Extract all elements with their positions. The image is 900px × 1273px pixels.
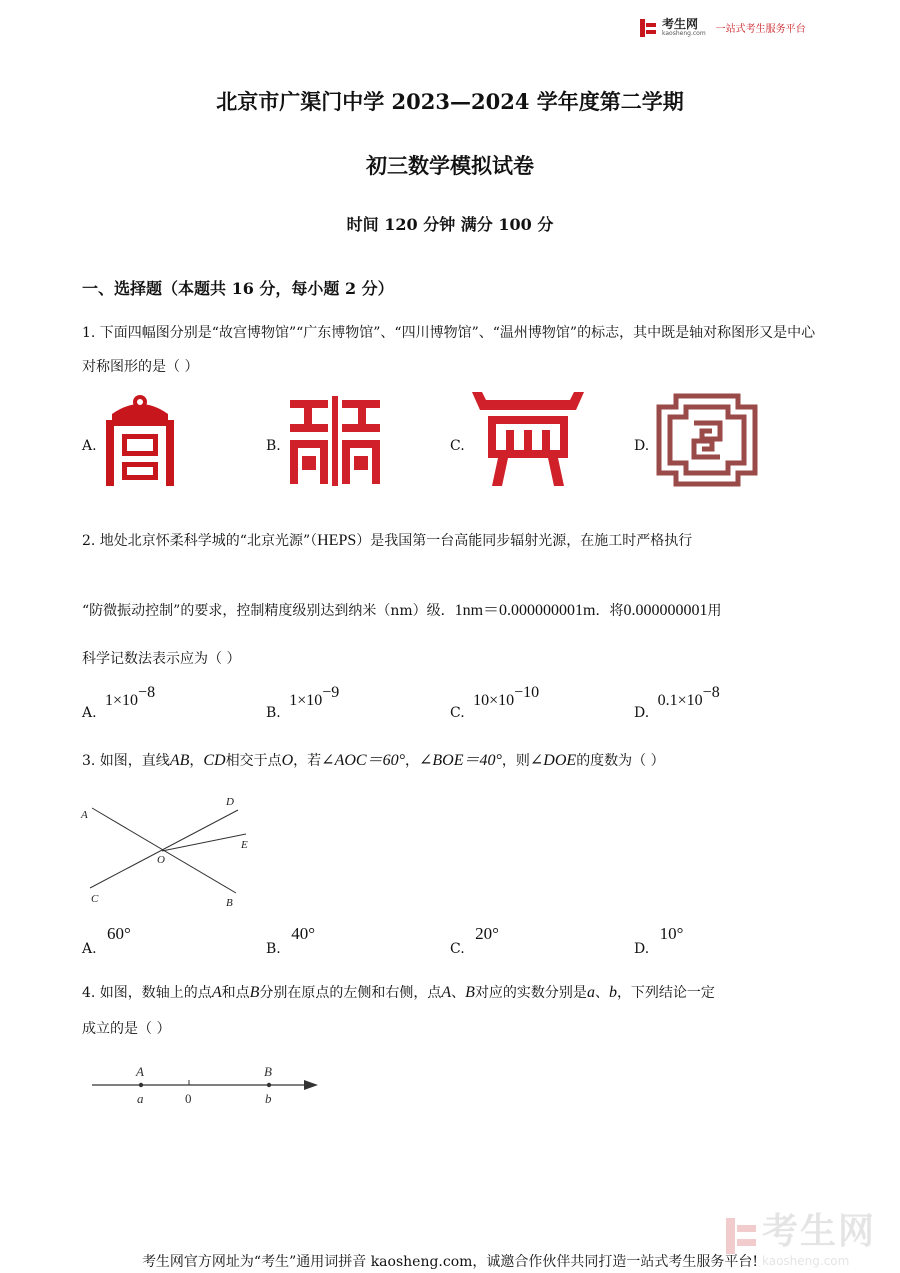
question-1-text: 1. 下面四幅图分别是“故宫博物馆”“广东博物馆”、“四川博物馆”、“温州博物馆”的标志，其中既是轴对称图形又是中心对称图形的是（ ） — [82, 325, 816, 375]
q3-text-a: 3. 如图，直线 — [82, 753, 170, 769]
q2-option-c — [450, 684, 540, 721]
gugong-museum-logo-image — [104, 392, 176, 487]
q3-option-d — [634, 924, 684, 957]
question-4-line-2: 成立的是（ ） — [82, 1021, 171, 1037]
question-2-line-1 — [82, 524, 827, 558]
fig-label-e: E — [241, 839, 248, 851]
line-cd — [90, 810, 238, 888]
wenzhou-museum-logo-image — [656, 393, 758, 487]
q4-text-g: ，下列结论一定 — [616, 985, 715, 1001]
guangdong-museum-logo-image — [288, 396, 382, 486]
q4-var-b: b — [608, 984, 617, 1001]
q4-var-a: a — [586, 984, 595, 1001]
q2-option-c-exp: −10 — [514, 684, 540, 701]
q2-option-d-label: D. — [634, 705, 650, 721]
question-3-text — [82, 744, 827, 778]
q1-option-d-label: D. — [634, 438, 650, 454]
axis-label-b-upper: B — [264, 1064, 272, 1079]
q2-option-c-label: C. — [450, 705, 465, 721]
q2-option-a-label: A. — [82, 705, 97, 721]
axis-label-b-lower: b — [265, 1091, 272, 1106]
nm-equation: 1nm＝0.000000001m — [454, 602, 596, 619]
section-heading: 一、选择题（本题共 16 分，每小题 2 分） — [82, 279, 394, 298]
watermark-text: 考生网 — [761, 1211, 876, 1252]
q2-text-b: ）是我国第一台高能同步辐射光源，在施工时严格执行 — [356, 533, 693, 549]
q3-option-b-value: 40° — [291, 924, 316, 943]
exam-time-score: 时间 120 分钟 满分 100 分 — [346, 215, 554, 234]
point-a-dot — [139, 1083, 143, 1087]
q3-option-b-label: B. — [266, 941, 281, 957]
number-line-arrow-icon — [304, 1080, 318, 1090]
logo-domain: kaosheng.com — [662, 30, 706, 37]
q4-point-a2: A — [441, 984, 452, 1001]
q4-text-a: 4. 如图，数轴上的点 — [82, 985, 212, 1001]
question-4-line-1 — [82, 976, 827, 1010]
watermark-logo-icon — [726, 1218, 756, 1254]
fig-label-o: O — [157, 854, 165, 866]
heps-abbrev: HEPS — [317, 532, 357, 549]
exam-subtitle: 初三数学模拟试卷 — [366, 153, 534, 178]
fig-label-b: B — [226, 897, 233, 909]
q4-text-c: 分别在原点的左侧和右侧，点 — [259, 985, 442, 1001]
q2-text-e: 用 — [707, 603, 722, 619]
q4-text-d: 、 — [451, 985, 466, 1001]
page-footer: 考生网官方网址为“考生”通用词拼音 kaosheng.com，诚邀合作伙伴共同打造一站式考生服务平台! — [141, 1254, 759, 1270]
q1-option-b-label: B. — [266, 438, 281, 454]
q2-option-a-base: 1×10 — [105, 692, 139, 709]
axis-label-a-lower: a — [137, 1091, 144, 1106]
q4-number-line-figure — [88, 1060, 324, 1110]
watermark-domain: kaosheng.com — [761, 1254, 850, 1268]
q2-option-a-exp: −8 — [138, 684, 156, 701]
q3-text-d: ， — [404, 753, 419, 769]
kaosheng-logo-icon — [640, 19, 656, 37]
q4-point-b: B — [249, 984, 260, 1001]
q3-option-a-label: A. — [82, 941, 97, 957]
q1-option-a-label: A. — [82, 438, 97, 454]
ray-oe — [162, 834, 246, 851]
q4-text-e: 对应的实数分别是 — [474, 985, 587, 1001]
q2-text-c: “防微振动控制”的要求，控制精度级别达到纳米（nm）级． — [82, 603, 455, 619]
q3-text-f: 的度数为（ ） — [576, 753, 665, 769]
axis-label-zero: 0 — [185, 1091, 192, 1106]
question-2-line-2 — [82, 594, 827, 628]
q3-text-e: ，则 — [501, 753, 530, 769]
fig-label-d: D — [226, 796, 234, 808]
q3-text-c: ，若 — [293, 753, 322, 769]
q3-text-b: 相交于点 — [225, 753, 282, 769]
point-b-dot — [267, 1083, 271, 1087]
fig-label-c: C — [91, 893, 99, 905]
q3-intersecting-lines-figure — [78, 790, 268, 910]
q2-option-c-base: 10×10 — [473, 692, 515, 709]
q2-option-d — [634, 684, 720, 721]
q3-option-c — [450, 924, 499, 957]
q3-option-b — [266, 924, 316, 957]
q2-text-d: ．将 — [595, 603, 624, 619]
q2-option-d-base: 0.1×10 — [657, 692, 703, 709]
q3-option-a-value: 60° — [107, 924, 131, 943]
q4-point-b2: B — [465, 984, 475, 1001]
q3-sep: ， — [189, 753, 204, 769]
q3-angle-boe: ∠BOE＝40° — [418, 752, 502, 769]
q3-option-c-label: C. — [450, 941, 465, 957]
q4-text-b: 和点 — [221, 985, 250, 1001]
q2-option-d-exp: −8 — [702, 684, 720, 701]
q4-point-a: A — [211, 984, 222, 1001]
fig-label-a: A — [81, 809, 88, 821]
axis-label-a-upper: A — [136, 1064, 144, 1079]
logo-name: 考生网 — [662, 17, 699, 31]
q2-option-b-exp: −9 — [322, 684, 340, 701]
logo-slogan: 一站式考生服务平台 — [715, 24, 806, 35]
exam-title: 北京市广渠门中学 2023—2024 学年度第二学期 — [216, 89, 684, 114]
q2-option-b — [266, 684, 340, 721]
q2-option-a — [82, 684, 156, 721]
q2-option-b-base: 1×10 — [289, 692, 323, 709]
q2-option-b-label: B. — [266, 705, 281, 721]
q3-option-c-value: 20° — [475, 924, 499, 943]
q3-line-cd: CD — [203, 752, 226, 769]
q3-angle-doe: ∠DOE — [529, 752, 577, 769]
q2-text-a: 2. 地处北京怀柔科学城的“北京光源”（ — [82, 533, 318, 549]
q3-point-o: O — [281, 752, 294, 769]
q1-option-c-label: C. — [450, 438, 465, 454]
sichuan-museum-logo-image — [472, 392, 584, 486]
q3-option-a — [82, 924, 131, 957]
q3-angle-aoc: ∠AOC＝60° — [321, 752, 405, 769]
q3-option-d-value: 10° — [659, 924, 684, 943]
header-logo — [640, 18, 806, 37]
q4-text-f: 、 — [594, 985, 609, 1001]
q3-line-ab: AB — [169, 752, 190, 769]
q2-number: 0.000000001 — [623, 602, 708, 619]
question-2-line-3: 科学记数法表示应为（ ） — [82, 651, 241, 667]
q3-option-d-label: D. — [634, 941, 650, 957]
